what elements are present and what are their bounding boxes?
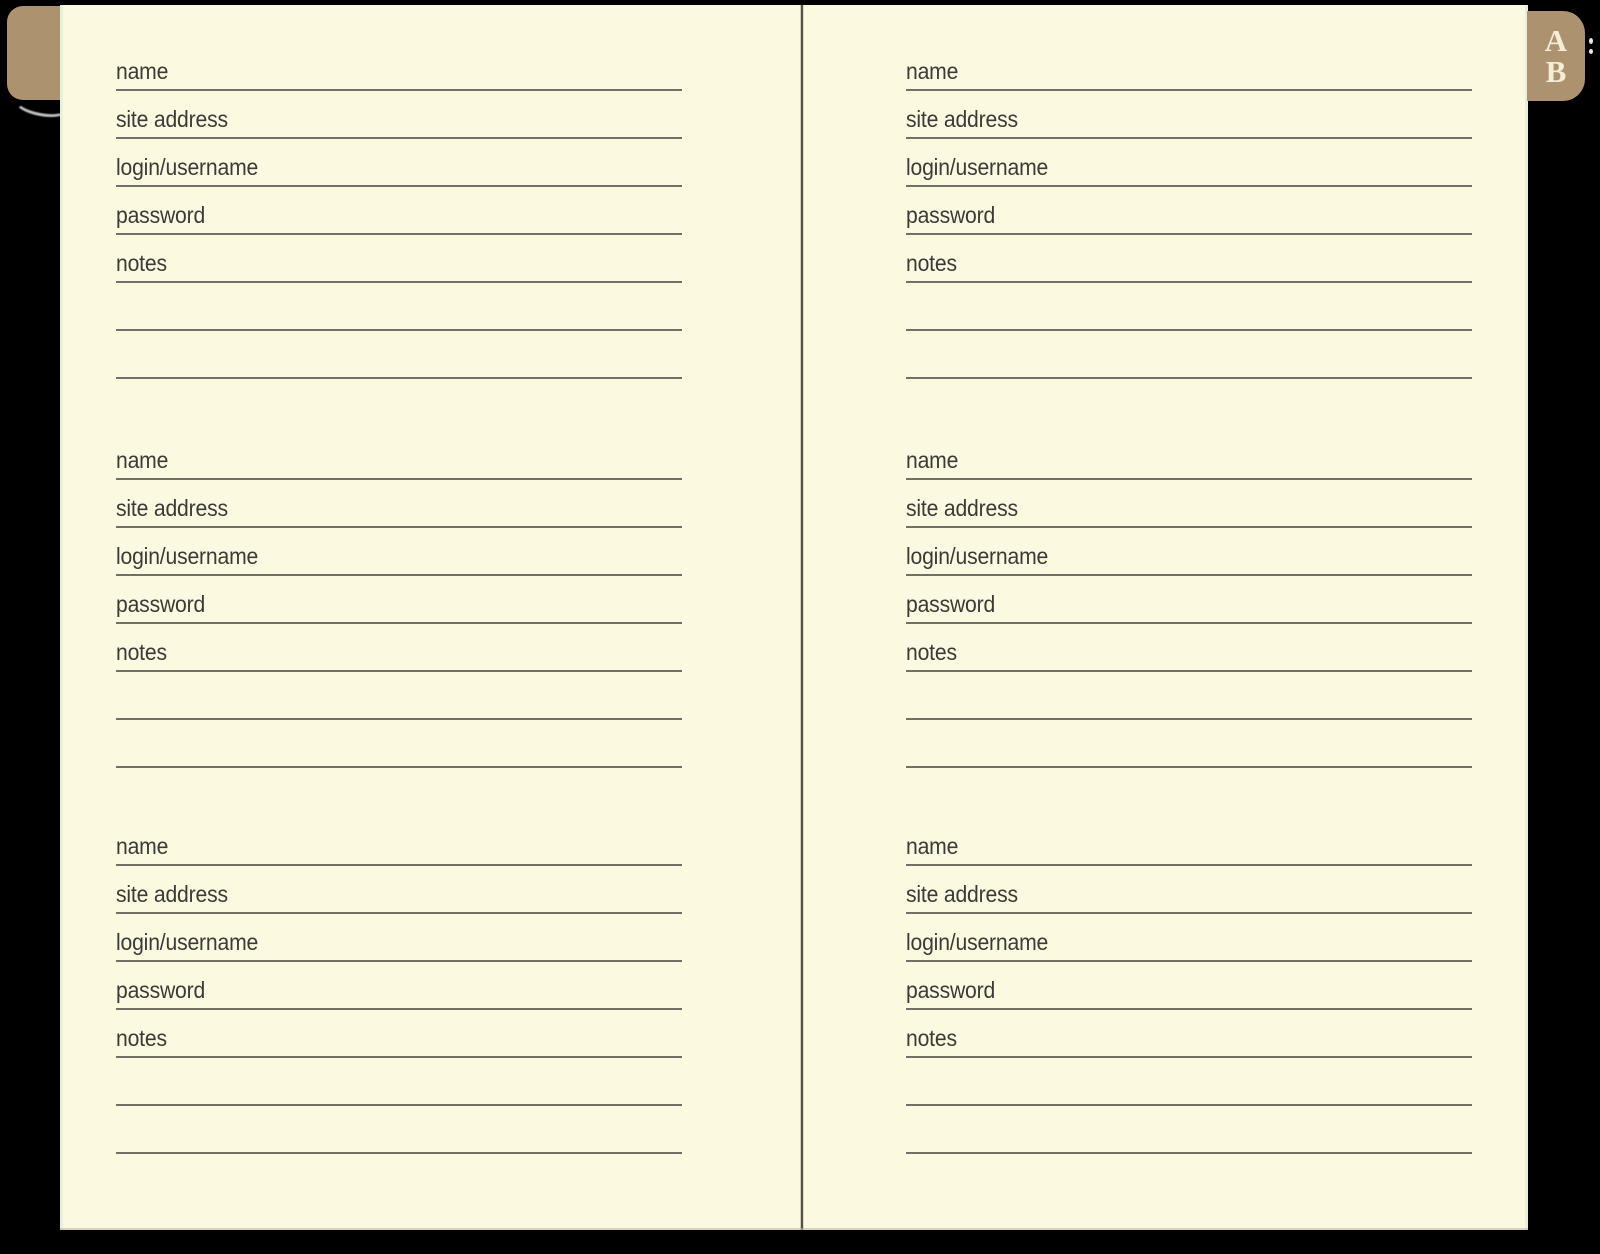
field-line-password[interactable] [906, 576, 1472, 624]
field-label-notes: notes [116, 1025, 167, 1051]
field-label-name: name [906, 58, 959, 84]
field-line-name[interactable] [116, 43, 682, 91]
field-label-password: password [116, 591, 206, 617]
field-line-password[interactable] [116, 962, 682, 1010]
notebook-spread [60, 5, 1528, 1230]
field-label-name: name [906, 833, 959, 859]
field-line-login-username[interactable] [116, 139, 682, 187]
field-label-notes: notes [906, 1025, 957, 1051]
field-label-login-username: login/username [906, 154, 1049, 180]
book-spine [800, 5, 804, 1230]
index-tab-letter-b: B [1545, 54, 1567, 89]
field-line-notes-extra-1[interactable] [906, 283, 1472, 331]
field-line-password[interactable] [116, 576, 682, 624]
field-label-name: name [116, 833, 169, 859]
page-edge-bottom [60, 1228, 1528, 1230]
field-label-login-username: login/username [906, 543, 1049, 569]
field-label-login-username: login/username [116, 154, 259, 180]
field-label-site-address: site address [906, 495, 1018, 521]
page-edge-right [1525, 5, 1528, 1230]
field-label-name: name [906, 447, 959, 473]
field-label-site-address: site address [116, 495, 228, 521]
page-right [804, 5, 1528, 1230]
field-label-password: password [116, 977, 206, 1003]
field-line-notes[interactable] [116, 624, 682, 672]
field-line-site-address[interactable] [116, 480, 682, 528]
field-line-notes-extra-2[interactable] [116, 720, 682, 768]
field-line-notes-extra-1[interactable] [906, 672, 1472, 720]
field-line-login-username[interactable] [116, 914, 682, 962]
field-line-name[interactable] [116, 818, 682, 866]
field-line-notes-extra-2[interactable] [906, 331, 1472, 379]
field-line-site-address[interactable] [116, 866, 682, 914]
entry-block [906, 818, 1472, 1154]
field-line-name[interactable] [116, 432, 682, 480]
entry-block [116, 818, 682, 1154]
field-line-notes-extra-2[interactable] [116, 1106, 682, 1154]
field-label-notes: notes [906, 250, 957, 276]
field-line-password[interactable] [906, 187, 1472, 235]
field-label-name: name [116, 58, 169, 84]
field-label-name: name [116, 447, 169, 473]
field-label-site-address: site address [906, 106, 1018, 132]
index-tab-back [7, 6, 62, 100]
field-label-notes: notes [906, 639, 957, 665]
field-label-login-username: login/username [116, 929, 259, 955]
field-label-login-username: login/username [906, 929, 1049, 955]
field-line-site-address[interactable] [906, 480, 1472, 528]
field-label-login-username: login/username [116, 543, 259, 569]
index-tab-ab[interactable] [1527, 11, 1585, 101]
field-line-login-username[interactable] [906, 528, 1472, 576]
field-line-name[interactable] [906, 432, 1472, 480]
entry-block [116, 43, 682, 379]
field-label-password: password [906, 202, 996, 228]
dust-speck [1589, 49, 1593, 54]
field-label-site-address: site address [116, 106, 228, 132]
field-line-notes-extra-1[interactable] [906, 1058, 1472, 1106]
field-label-password: password [906, 977, 996, 1003]
dust-speck [1589, 38, 1593, 44]
field-line-notes[interactable] [906, 1010, 1472, 1058]
entry-block [116, 432, 682, 768]
field-label-password: password [116, 202, 206, 228]
page-edge-left [60, 5, 63, 1230]
field-line-notes-extra-1[interactable] [116, 672, 682, 720]
field-label-site-address: site address [906, 881, 1018, 907]
field-line-password[interactable] [906, 962, 1472, 1010]
field-line-login-username[interactable] [906, 914, 1472, 962]
field-line-notes[interactable] [116, 235, 682, 283]
field-line-name[interactable] [906, 818, 1472, 866]
field-line-notes-extra-1[interactable] [116, 283, 682, 331]
field-line-password[interactable] [116, 187, 682, 235]
field-label-notes: notes [116, 639, 167, 665]
field-line-notes[interactable] [906, 235, 1472, 283]
field-line-site-address[interactable] [906, 866, 1472, 914]
field-line-login-username[interactable] [116, 528, 682, 576]
field-line-site-address[interactable] [906, 91, 1472, 139]
field-line-site-address[interactable] [116, 91, 682, 139]
field-line-notes-extra-2[interactable] [906, 1106, 1472, 1154]
field-line-notes-extra-1[interactable] [116, 1058, 682, 1106]
entry-block [906, 432, 1472, 768]
entry-block [906, 43, 1472, 379]
page-left [60, 5, 800, 1230]
field-label-notes: notes [116, 250, 167, 276]
field-line-notes[interactable] [116, 1010, 682, 1058]
field-label-password: password [906, 591, 996, 617]
index-tab-letter-a: A [1544, 23, 1568, 58]
field-label-site-address: site address [116, 881, 228, 907]
field-line-login-username[interactable] [906, 139, 1472, 187]
field-line-name[interactable] [906, 43, 1472, 91]
field-line-notes-extra-2[interactable] [116, 331, 682, 379]
field-line-notes-extra-2[interactable] [906, 720, 1472, 768]
field-line-notes[interactable] [906, 624, 1472, 672]
